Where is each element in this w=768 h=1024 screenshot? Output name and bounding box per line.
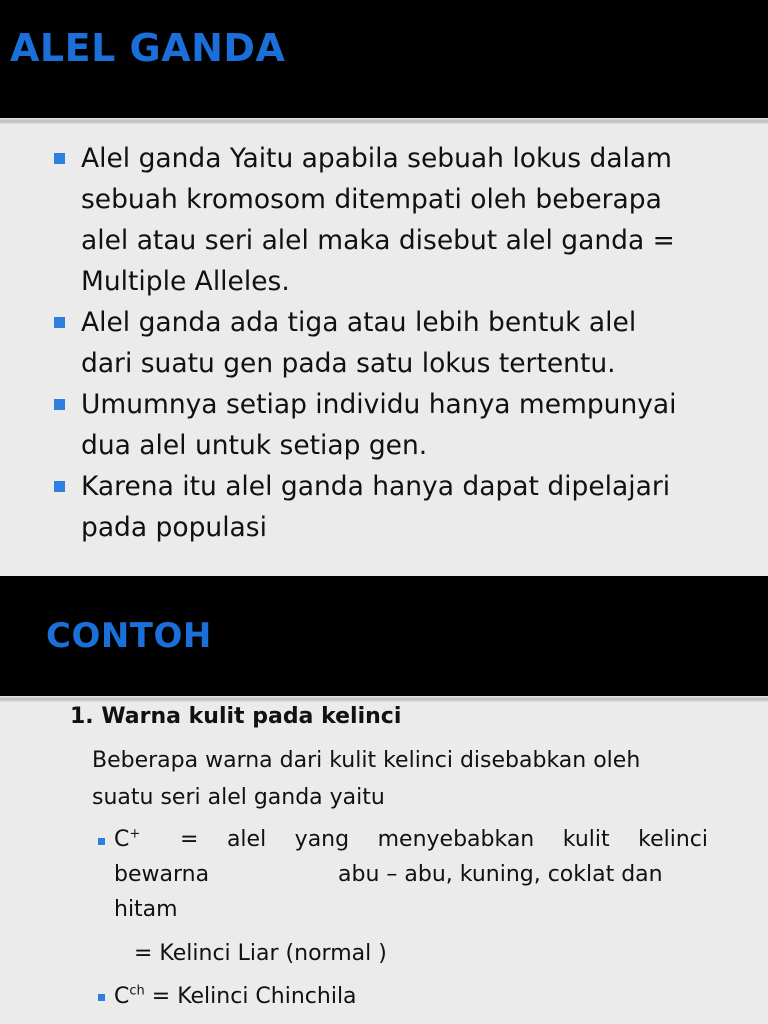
allele-superscript: ch: [129, 983, 145, 999]
bullet-square-icon: [54, 399, 65, 410]
bullet-square-icon: [54, 317, 65, 328]
bullet-text: [81, 466, 741, 548]
allele-letter: C: [114, 827, 130, 852]
slide-title: ALEL GANDA: [10, 26, 286, 70]
slide-title: CONTOH: [46, 616, 212, 656]
bullet-line: Alel ganda ada tiga atau lebih bentuk alel: [81, 307, 637, 338]
allele-line: hitam: [114, 897, 178, 922]
slide-contoh: [0, 576, 768, 1024]
bullet-text: [81, 138, 741, 302]
bullet-text: [81, 302, 741, 384]
paragraph-line: suatu seri alel ganda yaitu: [92, 785, 385, 810]
allele-superscript: +: [129, 826, 141, 842]
bullet-square-icon: [54, 481, 65, 492]
paragraph-line: Beberapa warna dari kulit kelinci disebabkan oleh: [92, 748, 641, 773]
bullet-line: Karena itu alel ganda hanya dapat dipelajari: [81, 471, 671, 502]
allele-line: bewarna: [114, 862, 210, 887]
bullet-line: Multiple Alleles.: [81, 266, 290, 297]
example-paragraph: [92, 742, 710, 816]
allele-phenotype: = Kelinci Liar (normal ): [134, 941, 387, 966]
bullet-text: [81, 384, 741, 466]
bullet-line: pada populasi: [81, 512, 267, 543]
allele-letter: C: [114, 984, 130, 1009]
bullet-line: Umumnya setiap individu hanya mempunyai: [81, 389, 677, 420]
allele-line: = Kelinci Chinchila: [151, 984, 357, 1009]
bullet-line: alel atau seri alel maka disebut alel ganda =: [81, 225, 675, 256]
bullet-line: dua alel untuk setiap gen.: [81, 430, 428, 461]
bullet-square-icon: [98, 838, 105, 845]
allele-symbol: [114, 822, 140, 857]
bullet-square-icon: [98, 994, 105, 1001]
allele-symbol: [114, 979, 357, 1014]
allele-line: abu – abu, kuning, coklat dan: [338, 862, 663, 887]
allele-description: [180, 822, 708, 857]
bullet-line: dari suatu gen pada satu lokus tertentu.: [81, 348, 616, 379]
bullet-line: Alel ganda Yaitu apabila sebuah lokus dalam: [81, 143, 672, 174]
bullet-square-icon: [54, 153, 65, 164]
bullet-line: sebuah kromosom ditempati oleh beberapa: [81, 184, 662, 215]
example-heading: 1. Warna kulit pada kelinci: [70, 704, 402, 729]
allele-line: = alel yang menyebabkan kulit kelinci: [180, 827, 708, 852]
